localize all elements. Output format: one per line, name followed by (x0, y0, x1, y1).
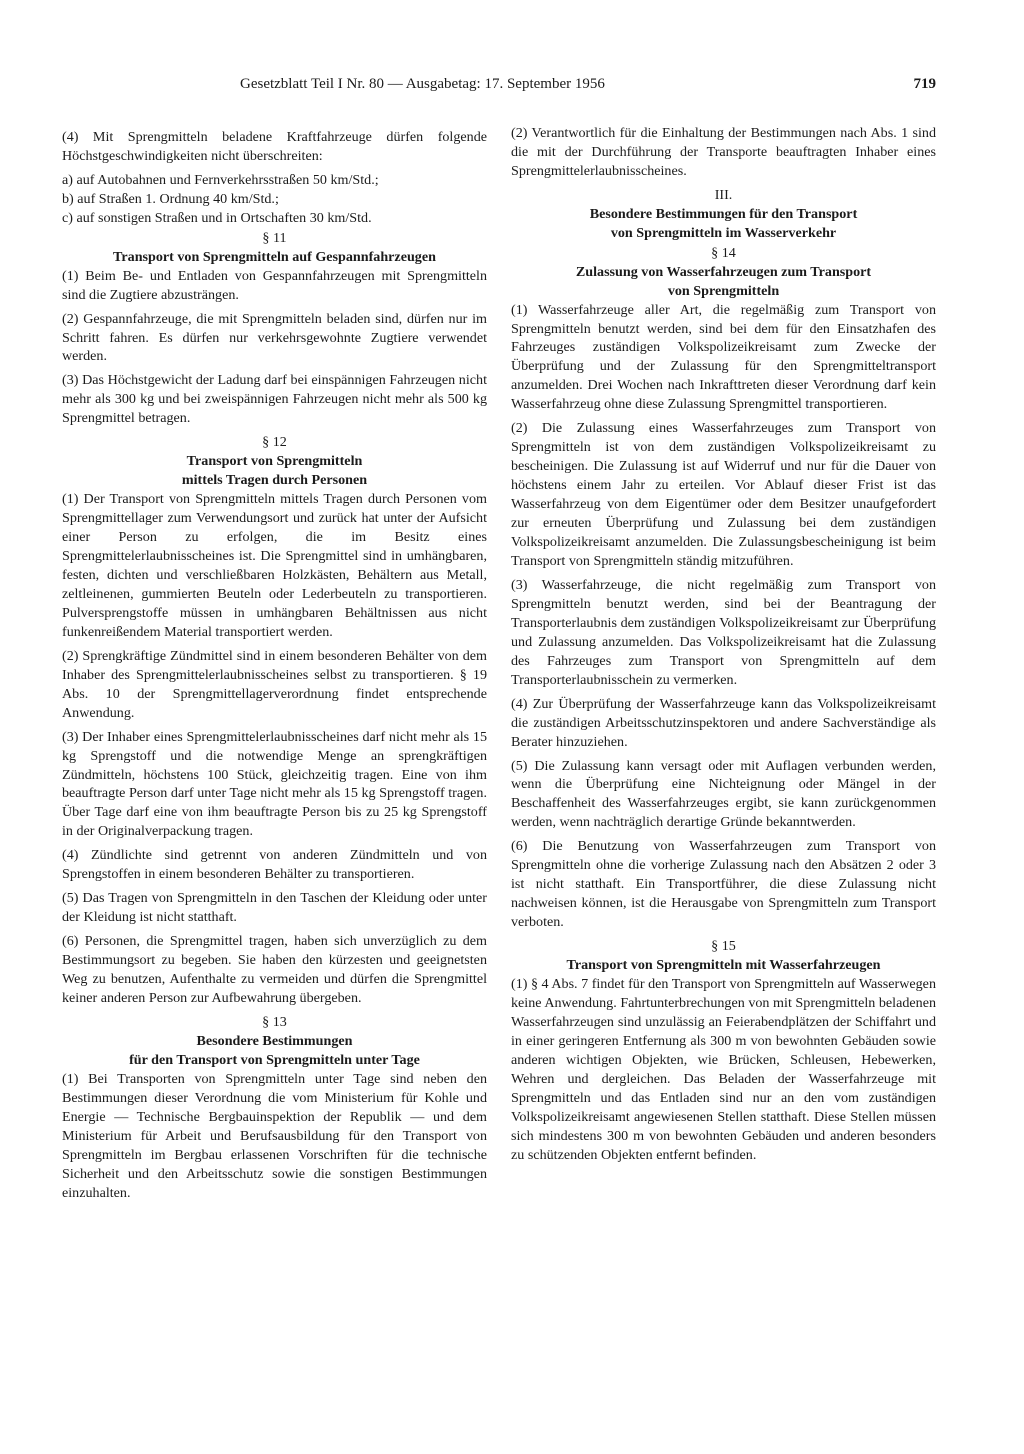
list-item: c) auf sonstigen Straßen und in Ortschaften 30 km/Std. (62, 209, 372, 226)
section-heading: Transport von Sprengmitteln (186, 453, 363, 470)
list-item: a) auf Autobahnen und Fernverkehrsstraßen 50 km/Std.; (62, 171, 379, 188)
right-column (511, 124, 936, 1170)
section-number: § 14 (711, 244, 736, 261)
paragraph: (5) Das Tragen von Sprengmitteln in den Taschen der Kleidung oder unter der Kleidung ist nicht statthaft. (62, 890, 487, 926)
section-heading: Besondere Bestimmungen (196, 1032, 353, 1049)
paragraph: (4) Zündlichte sind getrennt von anderen Zündmitteln und von Sprengstoffen in einem besonderen Behälter zu transportieren. (62, 847, 487, 883)
paragraph: (1) Bei Transporten von Sprengmitteln unter Tage sind neben den Bestimmungen dieser Verordnung die vom Ministerium für Kohle und Energie — Technische Bergbauinspektion der Republik — und dem Ministerium für Arbeit und Berufsausbildung für den Transport von Sprengmitteln im Bergbau erlassenen Vorschriften für die technische Sicherheit und den Arbeitsschutz sowie die sonstigen Bestimmungen einzuhalten. (62, 1070, 487, 1201)
section-heading: Zulassung von Wasserfahrzeugen zum Transport (575, 263, 872, 280)
section-heading: von Sprengmitteln im Wasserverkehr (610, 224, 837, 241)
page-number: 719 (913, 76, 936, 92)
section-heading: für den Transport von Sprengmitteln unter Tage (129, 1051, 420, 1068)
paragraph: (6) Die Benutzung von Wasserfahrzeugen zum Transport von Sprengmitteln ohne die vorherige Zulassung nach den Absätzen 2 oder 3 ist nicht statthaft. Ein Transportführer, die diese Zulassung nicht nachweisen können, ist die Herausgabe von Sprengmitteln zum Transport verboten. (511, 838, 936, 931)
paragraph: (3) Wasserfahrzeuge, die nicht regelmäßig zum Transport von Sprengmitteln benutzt werden, sind bei der Beantragung der Transporterlaubnis dem zuständigen Volkspolizeikreisamt zur Überprüfung und Zulassung anzumelden. Das Volkspolizeikreisamt hat die Zulassung des Fahrzeuges zum Transport von Sprengmitteln auf dem Transporterlaubnisschein zu vermerken. (511, 576, 936, 688)
paragraph: (4) Mit Sprengmitteln beladene Kraftfahrzeuge dürfen folgende Höchstgeschwindigkeiten nicht überschreiten: (62, 129, 487, 164)
paragraph: (6) Personen, die Sprengmittel tragen, haben sich unverzüglich zu dem Bestimmungsort zu begeben. Sie haben den kürzesten und geeignetsten Weg zu benutzen, Aufenthalte zu vermeiden und dürfen die Sprengmittel keiner anderen Person zur Aufbewahrung übergeben. (62, 933, 487, 1006)
header-title: Gesetzblatt Teil I Nr. 80 — Ausgabetag: 17. September 1956 (240, 76, 605, 92)
section-heading: Transport von Sprengmitteln auf Gespannfahrzeugen (113, 248, 436, 265)
paragraph: (2) Verantwortlich für die Einhaltung der Bestimmungen nach Abs. 1 sind die mit der Durchführung der Transporte beauftragten Inhaber eines Sprengmittelerlaubnisscheines. (511, 125, 936, 179)
page-header (60, 76, 936, 102)
paragraph: (2) Gespannfahrzeuge, die mit Sprengmitteln beladen sind, dürfen nur im Schritt fahren. Es dürfen nur verkehrsgewohnte Zugtiere verwendet werden. (62, 310, 487, 365)
section-number: § 11 (262, 229, 287, 246)
paragraph: (1) § 4 Abs. 7 findet für den Transport von Sprengmitteln auf Wasserwegen keine Anwendung. Fahrtunterbrechungen von mit Sprengmitteln beladenen Wasserfahrzeugen sind unzulässig an Feierabendplätzen der Schiffahrt und in einer geringeren Entfernung als 300 m von bewohnten Gebäuden sowie anderen wichtigen Objekten, wie Brücken, Schleusen, Hebewerken, Wehren und dergleichen. Das Beladen der Wasserfahrzeuge mit Sprengmitteln und das Entladen sind nur an den vom zuständigen Volkspolizeikreisamt angewiesenen Stellen statthaft. Diese Stellen müssen sich mindestens 300 m von bewohnten Gebäuden und anderen besonders zu schützenden Objekten entfernt befinden. (511, 975, 936, 1163)
paragraph: (2) Die Zulassung eines Wasserfahrzeuges zum Transport von Sprengmitteln ist von dem zuständigen Volkspolizeikreisamt zu bescheinigen. Die Zulassung ist auf Widerruf und nur für die Dauer von höchstens einem Jahr zu erteilen. Vor Ablauf dieser Frist ist das Wasserfahrzeug von dem Eigentümer oder dem Besitzer unaufgefordert zur erneuten Überprüfung und Zulassung bei dem zuständigen Volkspolizeikreisamt anzumelden. Die Zulassungsbescheinigung ist beim Transport von Sprengmitteln ständig mitzuführen. (511, 420, 936, 569)
section-number: § 15 (711, 938, 736, 955)
section-heading: Besondere Bestimmungen für den Transport (589, 205, 858, 222)
paragraph: (1) Der Transport von Sprengmitteln mittels Tragen durch Personen vom Sprengmittellager zum Verwendungsort und zurück hat unter der Aufsicht einer Person zu erfolgen, die im Besitz eines Sprengmittelerlaubnisscheines ist. Die Sprengmittel sind in umhängbaren, festen, dichten und verschließbaren Holzkästen, Behältern aus Metall, zeltleinenen, gummierten Beuteln oder Lederbeuteln zu transportieren. Pulversprengstoffe müssen in umhängbaren Behältnissen aus nicht funkenreißendem Material transportiert werden. (62, 491, 487, 640)
paragraph: (1) Beim Be- und Entladen von Gespannfahrzeugen mit Sprengmitteln sind die Zugtiere abzusträngen. (62, 267, 487, 303)
paragraph: (5) Die Zulassung kann versagt oder mit Auflagen verbunden werden, wenn die Überprüfung eine Nichteignung oder Mängel in der Beschaffenheit des Wasserfahrzeuges ergibt, sie kann zurückgenommen werden, wenn nachträglich derartige Gründe bekanntwerden. (511, 757, 936, 831)
paragraph: (3) Der Inhaber eines Sprengmittelerlaubnisscheines darf nicht mehr als 15 kg Sprengstoff und die notwendige Menge an sprengkräftigen Zündmitteln, höchstens 100 Stück, gleichzeitig tragen. Eine von ihm beauftragte Person darf unter Tage nicht mehr als 15 kg Sprengstoff tragen. Über Tage darf eine von ihm beauftragte Person bis zu 25 kg Sprengstoff in der Originalverpackung tragen. (62, 728, 487, 840)
section-number: III. (714, 186, 733, 203)
paragraph: (2) Sprengkräftige Zündmittel sind in einem besonderen Behälter von dem Inhaber des Sprengmittelerlaubnisscheines selbst zu transportieren. § 19 Abs. 10 der Sprengmittellagerverordnung findet entsprechende Anwendung. (62, 647, 487, 721)
paragraph: (1) Wasserfahrzeuge aller Art, die regelmäßig zum Transport von Sprengmitteln benutzt werden, sind bei dem für den Einsatzhafen des Fahrzeuges zuständigen Volkspolizeikreisamt zum Zwecke der Überprüfung und der Zulassung für den Sprengmitteltransport anzumelden. Drei Wochen nach Inkrafttreten dieser Verordnung darf kein Wasserfahrzeug ohne diese Zulassung Sprengmittel transportieren. (511, 301, 936, 413)
paragraph: (3) Das Höchstgewicht der Ladung darf bei einspännigen Fahrzeugen nicht mehr als 300 kg und bei zweispännigen Fahrzeugen nicht mehr als 500 kg Sprengmittel betragen. (62, 372, 487, 427)
paragraph: (4) Zur Überprüfung der Wasserfahrzeuge kann das Volkspolizeikreisamt die zuständigen Arbeitsschutzinspektoren und andere Sachverständige als Berater hinzuziehen. (511, 695, 936, 750)
section-number: § 13 (262, 1013, 287, 1030)
list-item: b) auf Straßen 1. Ordnung 40 km/Std.; (62, 190, 279, 207)
section-heading: mittels Tragen durch Personen (181, 472, 368, 489)
left-column (62, 128, 487, 1207)
section-heading: von Sprengmitteln (667, 282, 780, 299)
section-heading: Transport von Sprengmitteln mit Wasserfahrzeugen (566, 957, 881, 974)
section-number: § 12 (262, 434, 287, 451)
